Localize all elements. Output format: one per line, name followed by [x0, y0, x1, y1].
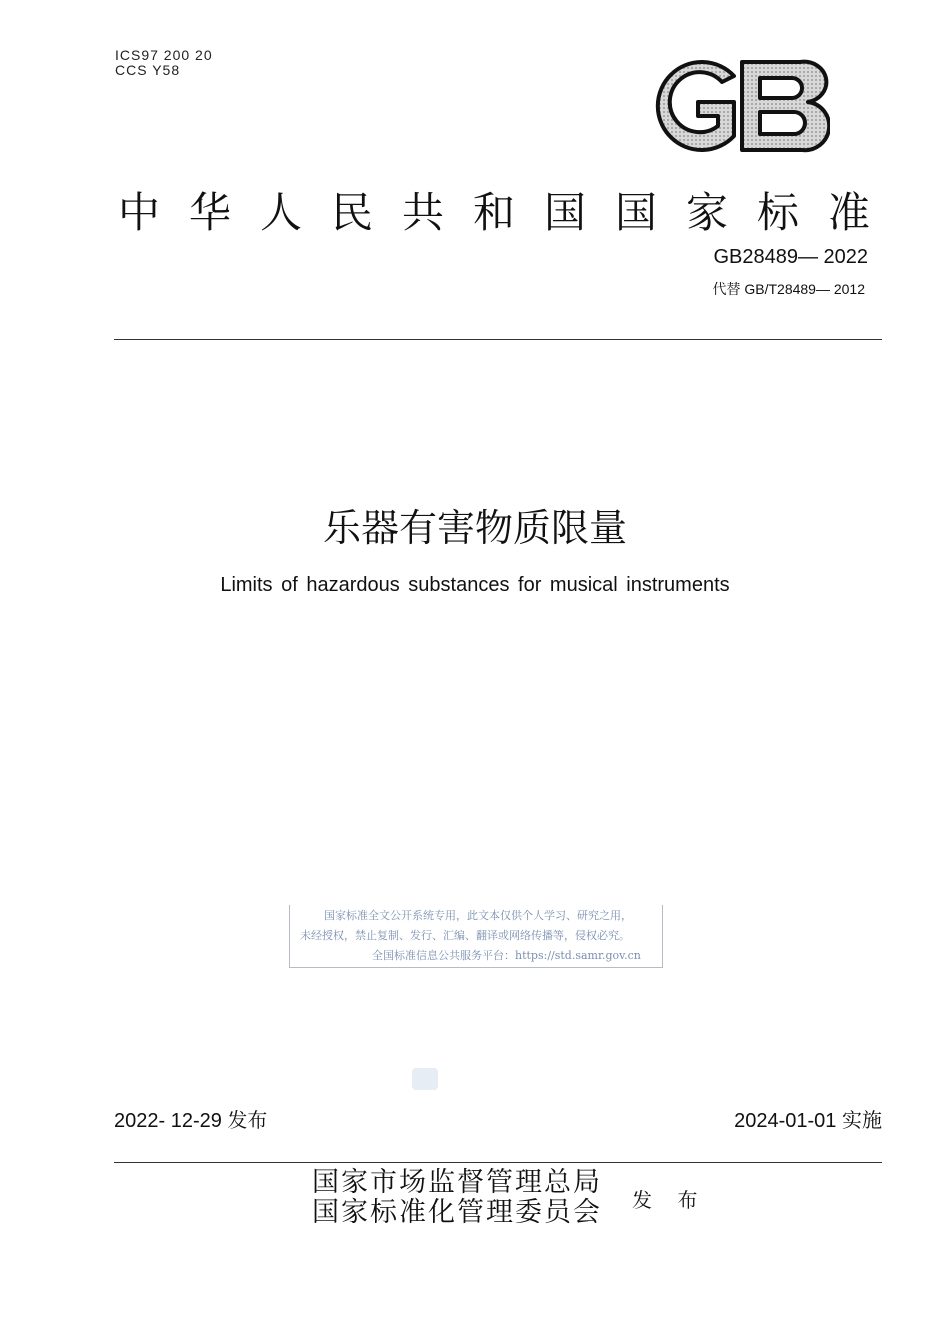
replaces-standard: 代替 GB/T28489— 2012	[712, 281, 865, 297]
notice-line-2: 未经授权，禁止复制、发行、汇编、翻译或网络传播等，侵权必究。	[300, 929, 630, 942]
publish-label: 发 布	[632, 1190, 708, 1212]
notice-line-1: 国家标准全文公开系统专用，此文本仅供个人学习、研究之用，	[324, 909, 632, 922]
title-chinese: 乐器有害物质限量	[322, 506, 627, 550]
copyright-notice-box	[289, 905, 663, 968]
watermark-stamp	[412, 1068, 438, 1090]
notice-line-3: 全国标准信息公共服务平台：https://std.samr.gov.cn	[372, 949, 641, 962]
ccs-code: CCS Y58	[115, 62, 181, 78]
ics-code: ICS97 200 20	[115, 47, 213, 63]
issuer-sac: 国家标准化管理委员会	[312, 1197, 602, 1228]
gb-logo	[642, 58, 830, 154]
implementation-date: 2024-01-01 实施	[734, 1110, 882, 1132]
issuer-samr: 国家市场监督管理总局	[312, 1167, 602, 1198]
national-standard-title: 中华人民共和国国家标准	[118, 188, 900, 237]
issue-date: 2022- 12-29 发布	[114, 1110, 268, 1132]
standard-number: GB28489— 2022	[713, 246, 868, 268]
title-english: Limits of hazardous substances for musical instruments	[220, 574, 730, 596]
ics-ccs-codes	[115, 48, 213, 78]
top-divider	[114, 339, 882, 340]
